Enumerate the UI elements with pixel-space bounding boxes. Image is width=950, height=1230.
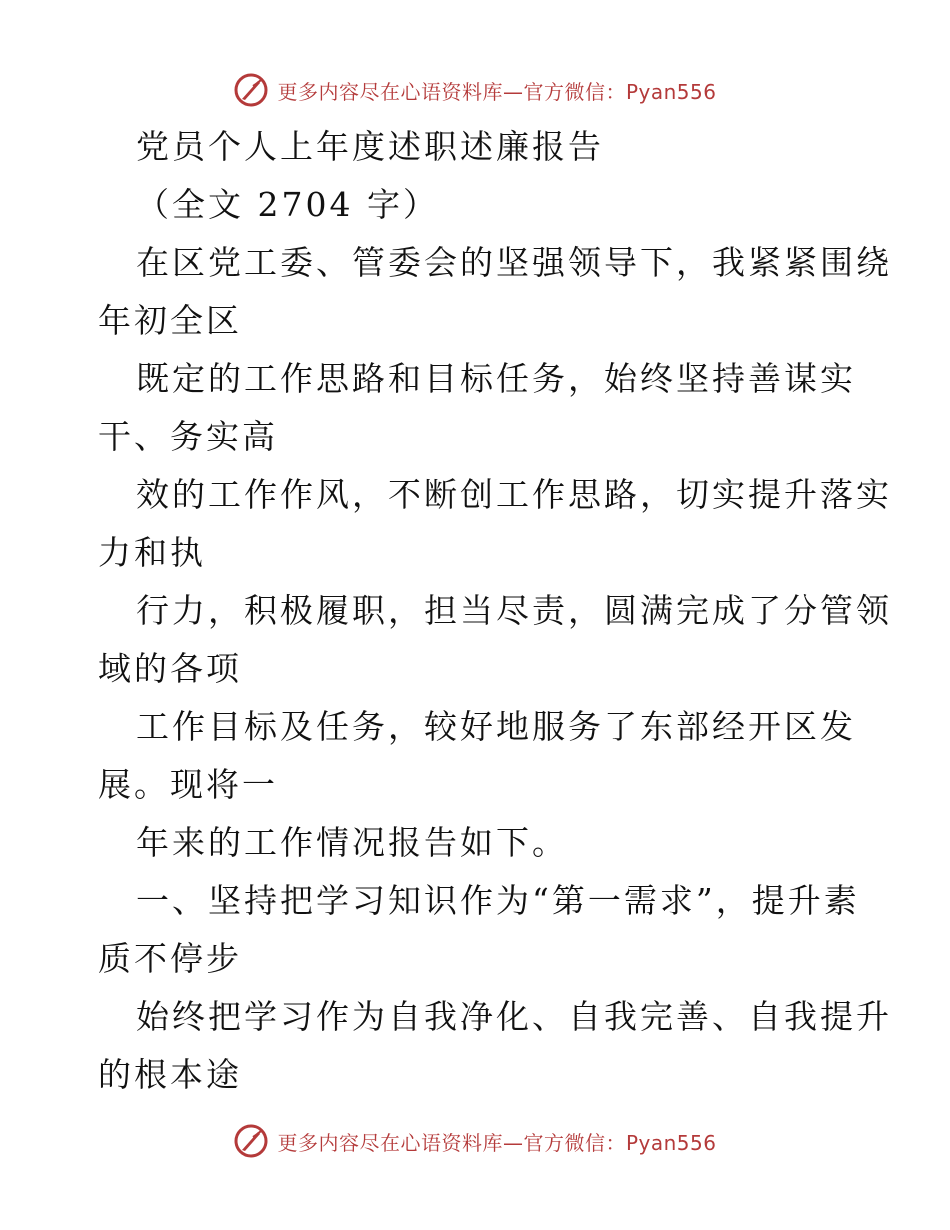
text-line: 既定的工作思路和目标任务，始终坚持善谋实 bbox=[136, 359, 856, 398]
footer-banner bbox=[0, 1121, 950, 1161]
text-line: 行力，积极履职，担当尽责，圆满完成了分管领 bbox=[136, 591, 892, 630]
text-line: 年来的工作情况报告如下。 bbox=[136, 823, 568, 862]
feather-pen-logo-icon bbox=[233, 72, 269, 108]
text-line: 力和执 bbox=[98, 533, 206, 572]
text-line: 一、坚持把学习知识作为“第一需求”，提升素 bbox=[136, 881, 860, 920]
text-line: 党员个人上年度述职述廉报告 bbox=[136, 127, 604, 166]
text-line: 的根本途 bbox=[98, 1055, 242, 1094]
text-line: 干、务实高 bbox=[98, 417, 278, 456]
text-line: 效的工作作风，不断创工作思路，切实提升落实 bbox=[136, 475, 892, 514]
text-line: 展。现将一 bbox=[98, 765, 278, 804]
text-line: （全文 2704 字） bbox=[136, 185, 439, 224]
text-line: 质不停步 bbox=[98, 939, 242, 978]
header-banner-text: 更多内容尽在心语资料库—官方微信：Pyan556 bbox=[277, 79, 717, 104]
text-line: 年初全区 bbox=[98, 301, 242, 340]
feather-pen-logo-icon bbox=[233, 1123, 269, 1159]
text-line: 域的各项 bbox=[98, 649, 242, 688]
header-banner bbox=[0, 70, 950, 110]
text-line: 始终把学习作为自我净化、自我完善、自我提升 bbox=[136, 997, 892, 1036]
footer-banner-text: 更多内容尽在心语资料库—官方微信：Pyan556 bbox=[277, 1130, 717, 1155]
text-line: 在区党工委、管委会的坚强领导下，我紧紧围绕 bbox=[136, 243, 892, 282]
document-body bbox=[98, 118, 892, 1104]
text-line: 工作目标及任务，较好地服务了东部经开区发 bbox=[136, 707, 856, 746]
